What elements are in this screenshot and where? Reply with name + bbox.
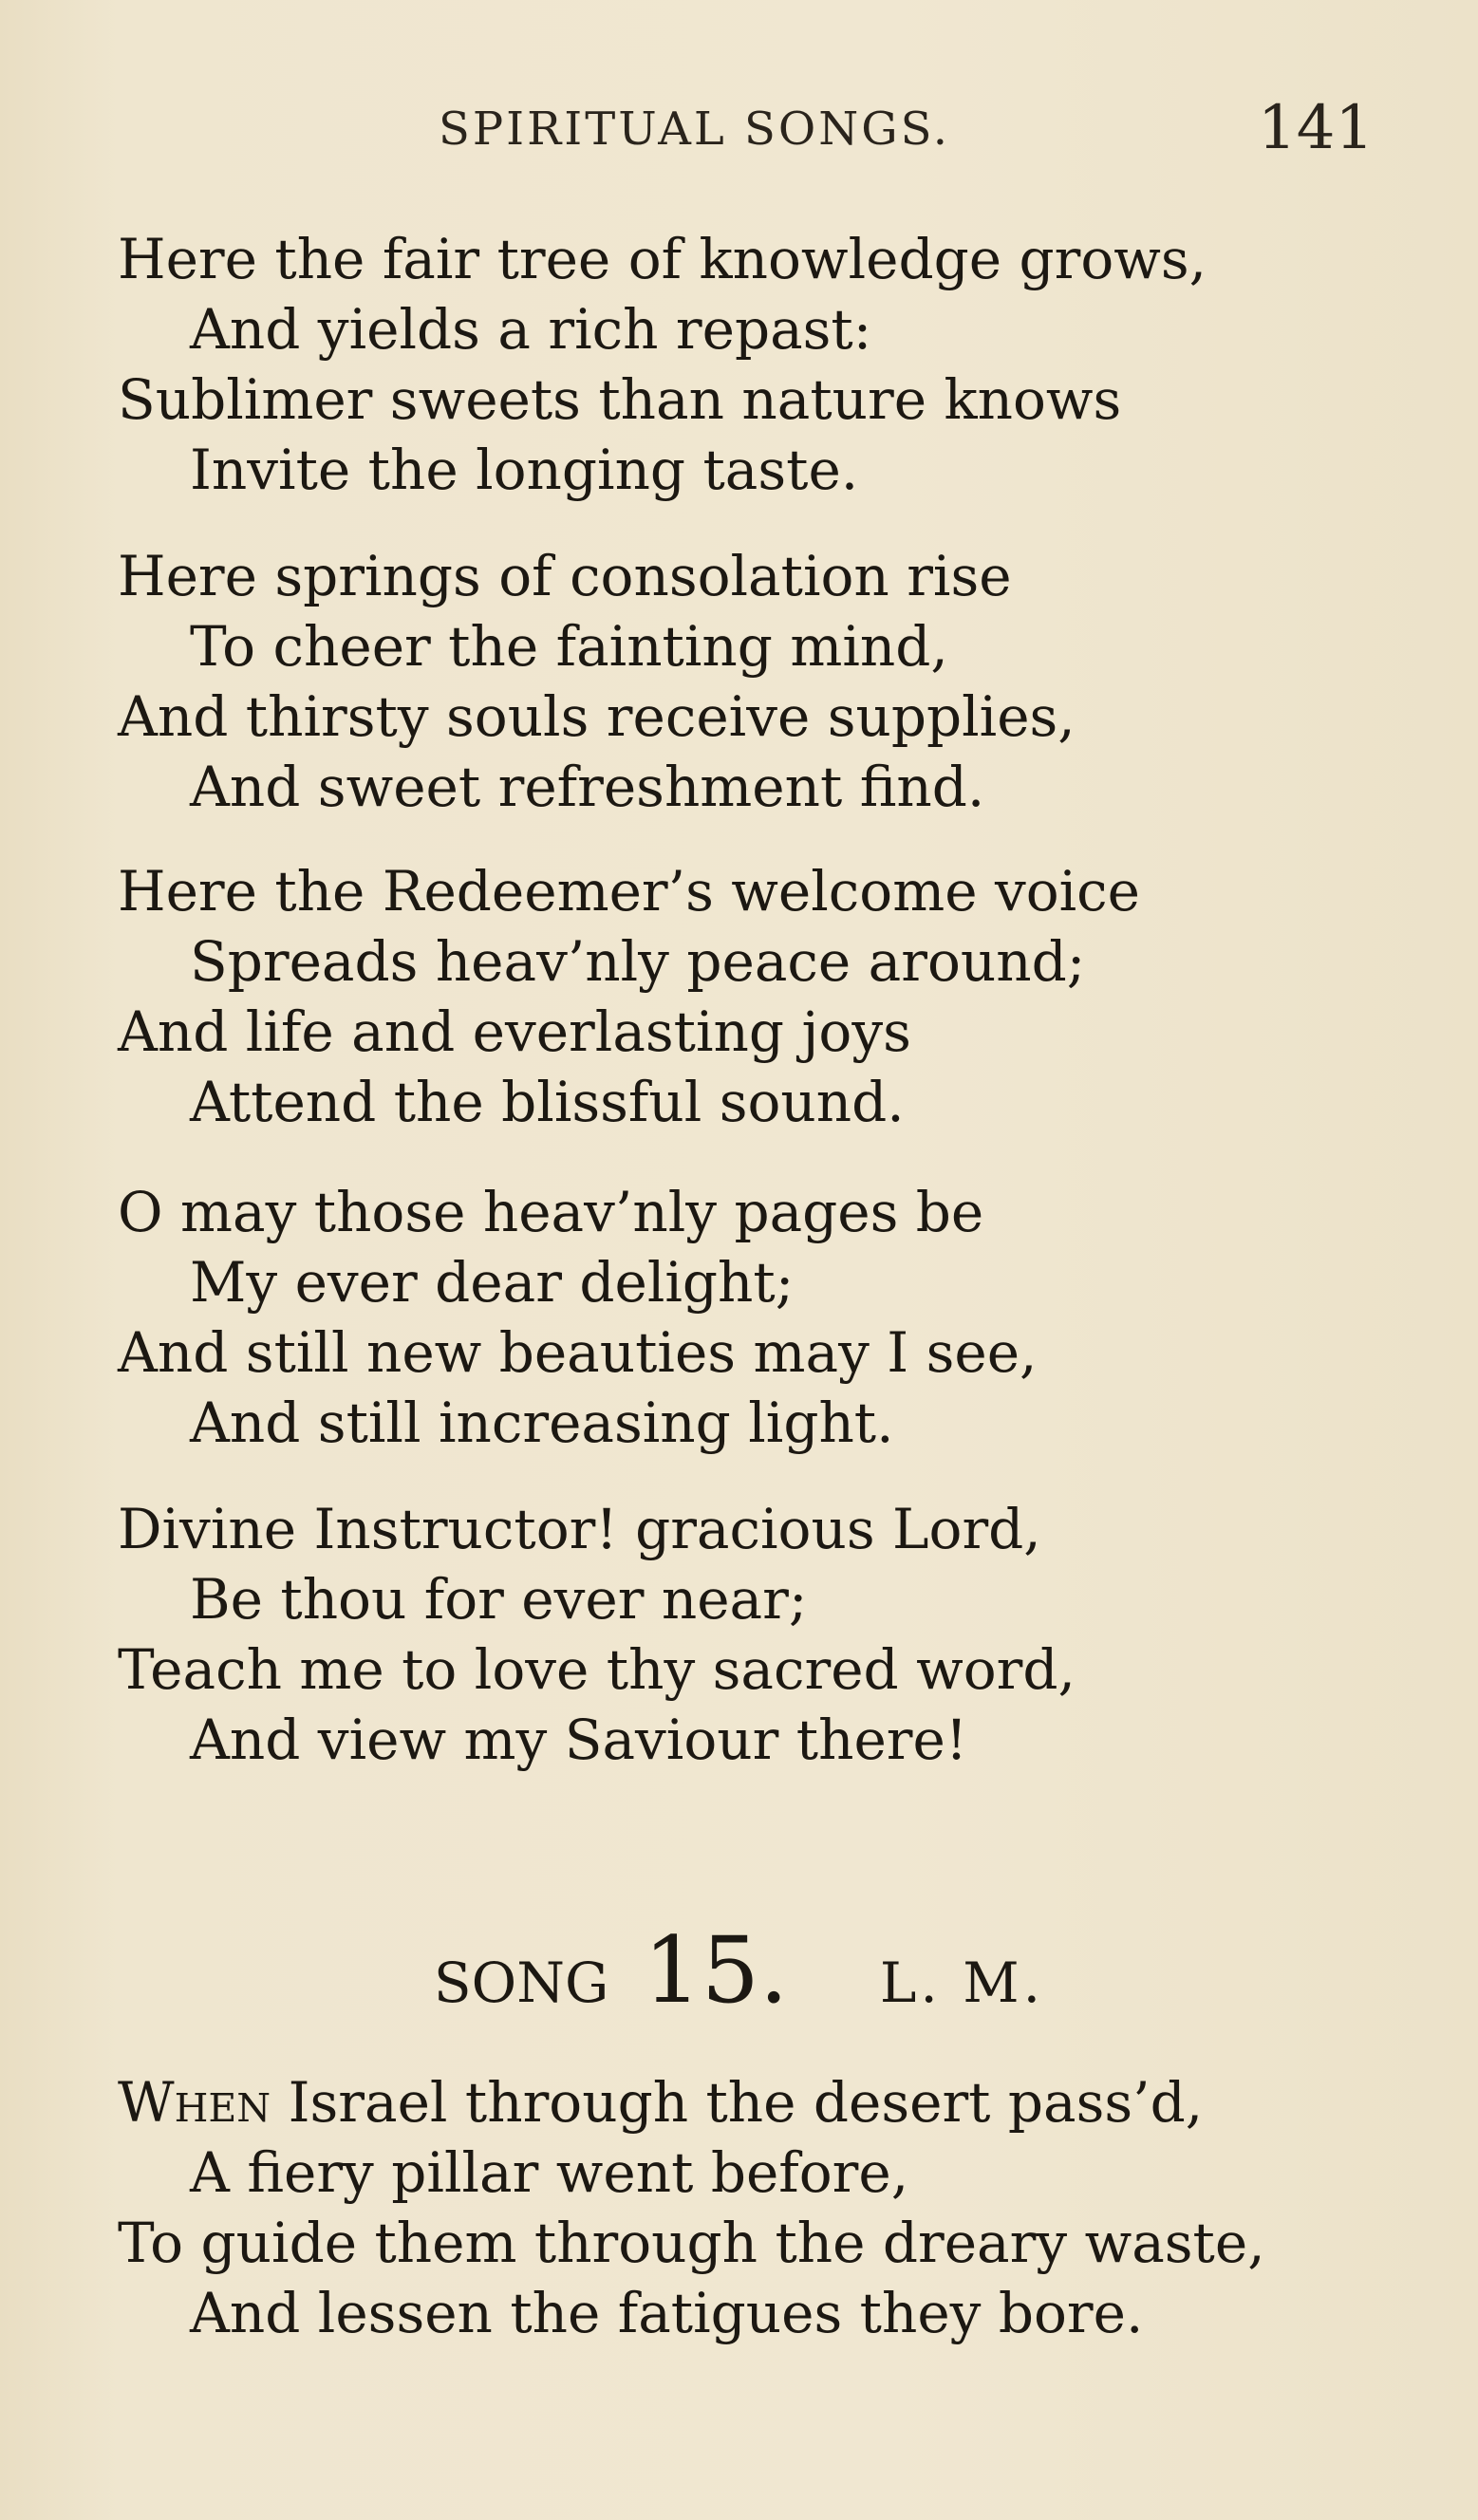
stanza-5	[118, 1494, 1380, 1775]
verse-line: Here the fair tree of knowledge grows,	[118, 227, 1207, 291]
verse-line: And life and everlasting joys	[118, 999, 911, 1064]
page-number: 141	[1258, 93, 1375, 163]
verse-line: Invite the longing taste.	[190, 438, 859, 502]
verse-line: Spreads heav’nly peace around;	[190, 929, 1086, 994]
verse-line: Here the Redeemer’s welcome voice	[118, 859, 1140, 924]
stanza-4	[118, 1177, 1380, 1458]
verse-line: And still increasing light.	[190, 1391, 894, 1455]
verse-line: O may those heav’nly pages be	[118, 1180, 984, 1244]
verse-line: And thirsty souls receive supplies,	[118, 684, 1076, 749]
verse-line: And still new beauties may I see,	[118, 1320, 1038, 1385]
song-meter: L. M.	[879, 1951, 1045, 2015]
verse-line: Divine Instructor! gracious Lord,	[118, 1497, 1041, 1561]
song-15-stanza-1	[118, 2067, 1380, 2348]
verse-line: To cheer the fainting mind,	[190, 614, 948, 679]
verse-line: And yields a rich repast:	[190, 297, 872, 362]
verse-line: And lessen the fatigues they bore.	[190, 2281, 1144, 2345]
verse-line: And view my Saviour there!	[190, 1708, 968, 1772]
verse-line: Be thou for ever near;	[190, 1567, 808, 1632]
song-heading	[0, 1917, 1478, 2024]
verse-line: Sublimer sweets than nature knows	[118, 367, 1122, 432]
verse-line: Attend the blissful sound.	[190, 1070, 905, 1134]
stanza-1	[118, 224, 1380, 505]
verse-line: Teach me to love thy sacred word,	[118, 1637, 1076, 1702]
verse-line-first	[118, 2067, 1380, 2137]
initial-letter: W	[118, 2070, 175, 2135]
verse-line: My ever dear delight;	[190, 1250, 795, 1315]
stanza-2	[118, 541, 1380, 822]
first-word-smallcaps: hen	[174, 2070, 271, 2135]
song-heading-prefix: SONG	[433, 1951, 609, 2015]
verse-line: To guide them through the dreary waste,	[118, 2211, 1265, 2275]
running-title: SPIRITUAL SONGS.	[439, 103, 951, 156]
verse-line: And sweet refreshment find.	[190, 755, 985, 819]
verse-line: Here springs of consolation rise	[118, 544, 1012, 608]
running-head	[0, 93, 1478, 169]
verse-line: A fiery pillar went before,	[190, 2140, 909, 2205]
stanza-3	[118, 856, 1380, 1137]
song-number: 15.	[643, 1917, 789, 2024]
first-line-rest: Israel through the desert pass’d,	[271, 2070, 1204, 2135]
